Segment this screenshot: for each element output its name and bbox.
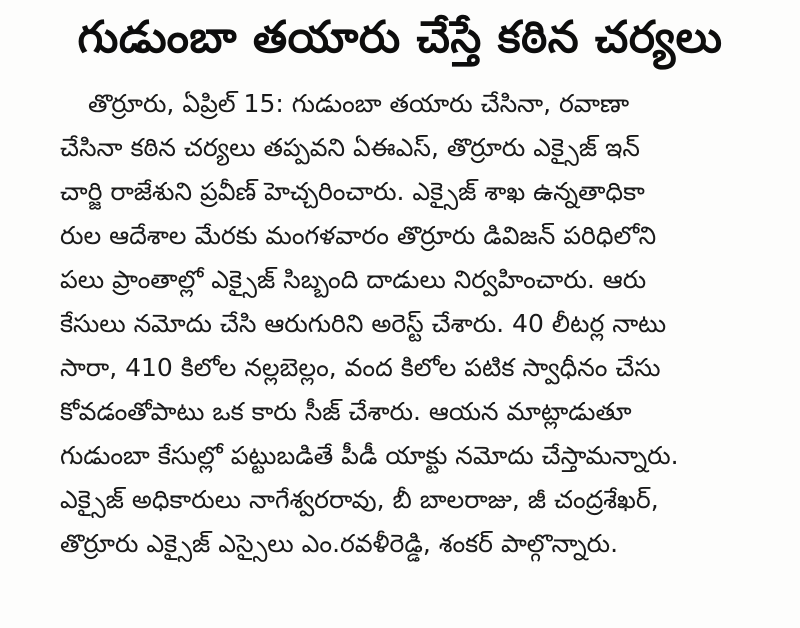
article-line: చార్జి రాజేశుని ప్రవీణ్ హెచ్చరించారు. ఎక్సైజ్ శాఖ ఉన్నతాధికా xyxy=(60,177,645,206)
article-line: కోవడంతోపాటు ఒక కారు సీజ్ చేశారు. ఆయన మాట్లాడుతూ xyxy=(60,397,632,426)
article-line: కేసులు నమోదు చేసి ఆరుగురిని అరెస్ట్ చేశారు. 40 లీటర్ల నాటు xyxy=(60,309,667,338)
article-line: తొర్రూరు, ఏప్రిల్ 15: గుడుంబా తయారు చేసినా, రవాణా xyxy=(88,89,630,118)
article-line: రుల ఆదేశాల మేరకు మంగళవారం తొర్రూరు డివిజన్ పరిధిలోని xyxy=(60,221,657,250)
article-body xyxy=(60,82,750,566)
article-headline: గుడుంబా తయారు చేస్తే కఠిన చర్యలు xyxy=(77,12,723,63)
article-line: చేసినా కఠిన చర్యలు తప్పవని ఏఈఎస్, తొర్రూరు ఎక్సైజ్ ఇన్ xyxy=(60,133,640,162)
article-line: ఎక్సైజ్ అధికారులు నాగేశ్వరరావు, బీ బాలరాజు, జీ చంద్రశేఖర్, xyxy=(60,485,659,514)
article-line: పలు ప్రాంతాల్లో ఎక్సైజ్ సిబ్బంది దాడులు నిర్వహించారు. ఆరు xyxy=(60,265,647,294)
article-line: సారా, 410 కిలోల నల్లబెల్లం, వంద కిలోల పటిక స్వాధీనం చేసు xyxy=(60,353,661,382)
article-line: గుడుంబా కేసుల్లో పట్టుబడితే పీడీ యాక్టు నమోదు చేస్తామన్నారు. xyxy=(60,441,679,470)
article-line: తొర్రూరు ఎక్సైజ్ ఎస్సైలు ఎం.రవళీరెడ్డి, శంకర్ పాల్గొన్నారు. xyxy=(60,529,619,558)
